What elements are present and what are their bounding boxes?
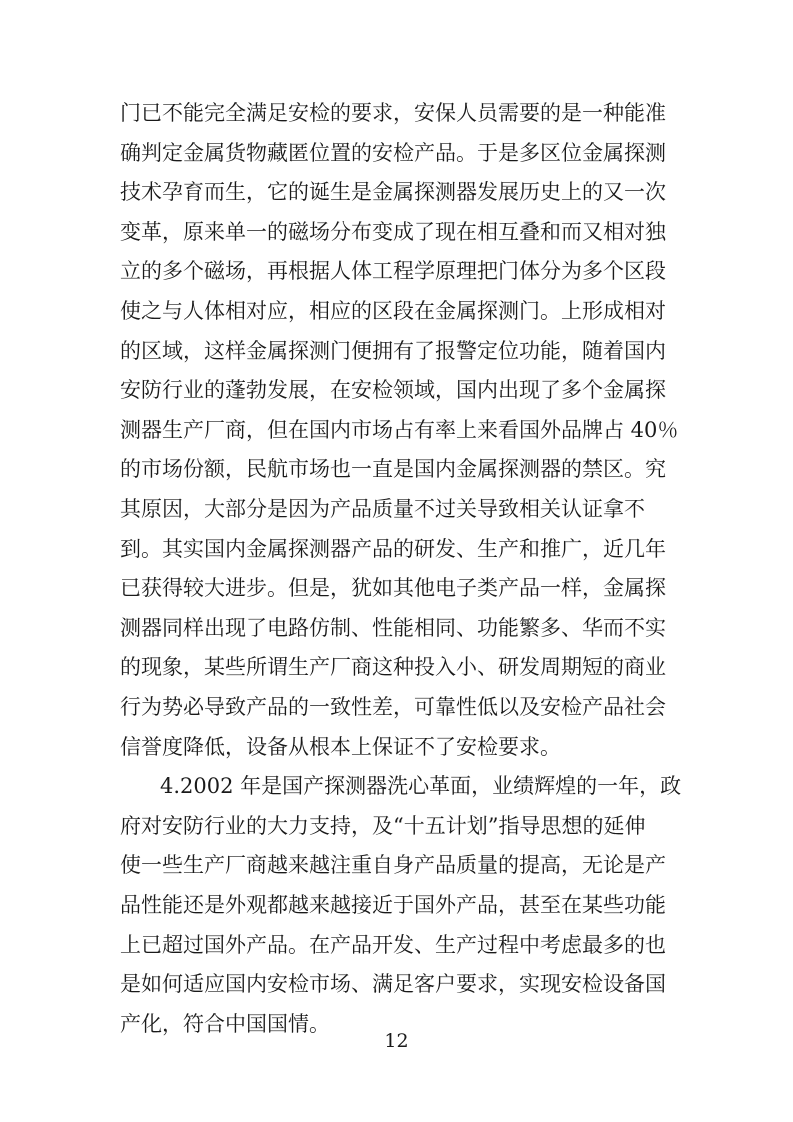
text-line: 使之与人体相对应，相应的区段在金属探测门。上形成相对 (120, 299, 666, 323)
text-line: 安防行业的蓬勃发展，在安检领域，国内出现了多个金属探 (120, 378, 666, 403)
text-line: 品性能还是外观都越来越接近于国外产品，甚至在某些功能 (120, 893, 666, 917)
text-line: 信誉度降低，设备从根本上保证不了安检要求。 (120, 734, 561, 759)
text-line: 测器同样出现了电路仿制、性能相同、功能繁多、华而不实 (120, 615, 666, 640)
text-line: 的区域，这样金属探测门便拥有了报警定位功能，随着国内 (120, 338, 666, 363)
text-line: 的市场份额，民航市场也一直是国内金属探测器的禁区。究 (120, 457, 666, 482)
text-line: 使一些生产厂商越来越注重自身产品质量的提高，无论是产 (120, 853, 666, 878)
text-line: 测器生产厂商，但在国内市场占有率上来看国外品牌占 40％ (120, 417, 679, 442)
text-line: 门已不能完全满足安检的要求，安保人员需要的是一种能准 (120, 101, 666, 125)
text-line: 4.2002 年是国产探测器洗心革面，业绩辉煌的一年，政 (160, 774, 682, 799)
text-line: 府对安防行业的大力支持，及“十五计划”指导思想的延伸 (120, 813, 646, 838)
text-line: 上已超过国外产品。在产品开发、生产过程中考虑最多的也 (120, 932, 666, 957)
text-line: 其原因，大部分是因为产品质量不过关导致相关认证拿不 (120, 497, 645, 521)
text-line: 是如何适应国内安检市场、满足客户要求，实现安检设备国 (120, 972, 666, 997)
text-line: 技术孕育而生，它的诞生是金属探测器发展历史上的又一次 (120, 180, 666, 205)
page-number: 12 (384, 1030, 409, 1052)
text-line: 的现象，某些所谓生产厂商这种投入小、研发周期短的商业 (120, 655, 666, 680)
text-line: 变革，原来单一的磁场分布变成了现在相互叠和而又相对独 (120, 219, 666, 244)
text-line: 立的多个磁场，再根据人体工程学原理把门体分为多个区段 (120, 259, 666, 284)
text-line: 行为势必导致产品的一致性差，可靠性低以及安检产品社会 (120, 695, 666, 719)
text-line: 已获得较大进步。但是，犹如其他电子类产品一样，金属探 (120, 576, 666, 601)
text-line: 产化，符合中国国情。 (120, 1011, 330, 1036)
text-line: 确判定金属货物藏匿位置的安检产品。于是多区位金属探测 (120, 140, 666, 165)
text-line: 到。其实国内金属探测器产品的研发、生产和推广，近几年 (120, 536, 666, 561)
